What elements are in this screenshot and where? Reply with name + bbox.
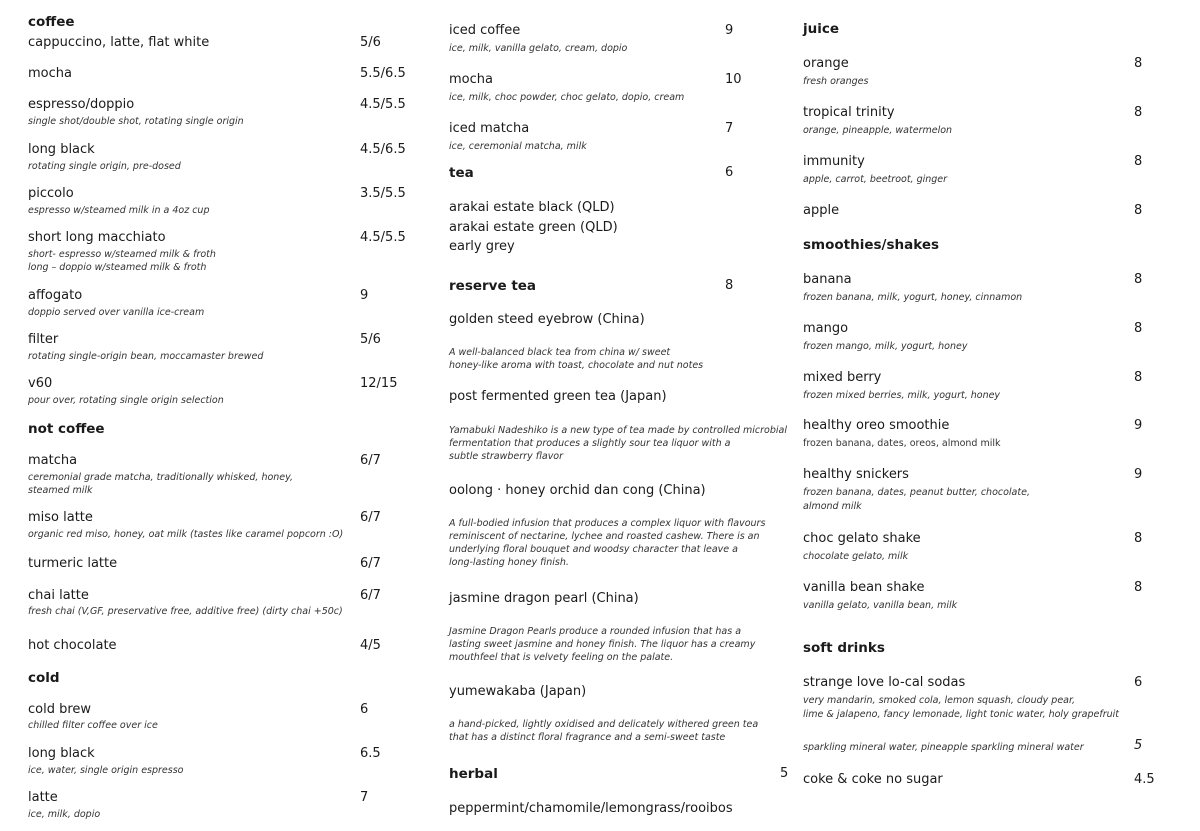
item-name: latte — [28, 790, 58, 805]
item-desc: organic red miso, honey, oat milk (tastes like caramel popcorn :O) — [28, 529, 344, 540]
item-price: 8 — [1134, 370, 1143, 385]
item-desc: rotating single-origin bean, moccamaster brewed — [28, 351, 264, 362]
item-price: 4.5 — [1134, 772, 1155, 787]
tea-item: arakai estate green (QLD) — [449, 220, 618, 235]
item-price: 8 — [1134, 531, 1143, 546]
item-desc: doppio served over vanilla ice-cream — [28, 307, 205, 318]
item-name: post fermented green tea (Japan) — [449, 389, 667, 404]
section-heading-juice: juice — [803, 21, 840, 37]
item-price: 9 — [725, 23, 734, 38]
item-price: 6 — [1134, 675, 1143, 690]
item-desc: ice, milk, vanilla gelato, cream, dopio — [449, 43, 628, 54]
item-name: jasmine dragon pearl (China) — [449, 591, 639, 606]
item-desc: ice, water, single origin espresso — [28, 765, 184, 776]
item-name: coke & coke no sugar — [803, 772, 943, 787]
section-heading-reserve-tea: reserve tea — [449, 278, 537, 294]
item-price: 4.5/6.5 — [360, 142, 406, 157]
item-price: 7 — [725, 121, 734, 136]
item-price: 8 — [1134, 56, 1143, 71]
item-price: 6/7 — [360, 453, 381, 468]
item-name: piccolo — [28, 186, 74, 201]
item-name: orange — [803, 56, 849, 71]
section-heading-soft-drinks: soft drinks — [803, 640, 885, 656]
item-price: 4/5 — [360, 638, 381, 653]
item-name: v60 — [28, 376, 53, 391]
item-price: 5 — [1134, 738, 1143, 753]
item-desc: frozen mixed berries, milk, yogurt, honey — [803, 390, 1001, 401]
item-name: iced matcha — [449, 121, 530, 136]
item-price: 8 — [1134, 105, 1143, 120]
item-desc: Jasmine Dragon Pearls produce a rounded infusion that has a lasting sweet jasmine and honey finish. The liquor has a creamy mouthfeel that is velvety feeling on the palate. — [449, 626, 756, 663]
item-price: 6/7 — [360, 556, 381, 571]
item-price: 9 — [1134, 418, 1143, 433]
item-name: apple — [803, 203, 840, 218]
item-name: long black — [28, 746, 95, 761]
item-desc: ceremonial grade matcha, traditionally whisked, honey, — [28, 472, 294, 483]
item-name: affogato — [28, 288, 83, 303]
item-desc: almond milk — [803, 501, 862, 512]
item-price: 7 — [360, 790, 369, 805]
item-desc: frozen mango, milk, yogurt, honey — [803, 341, 968, 352]
item-desc: frozen banana, dates, oreos, almond milk — [803, 438, 1001, 449]
item-desc: sparkling mineral water, pineapple sparkling mineral water — [803, 742, 1084, 753]
item-name: filter — [28, 332, 59, 347]
item-price: 5/6 — [360, 35, 381, 50]
item-name: cappuccino, latte, flat white — [28, 35, 210, 50]
item-desc: apple, carrot, beetroot, ginger — [803, 174, 948, 185]
item-desc: a hand-picked, lightly oxidised and delicately withered green tea that has a distinct floral fragrance and a semi-sweet taste — [449, 719, 759, 743]
herbal-items: peppermint/chamomile/lemongrass/rooibos — [449, 801, 733, 816]
item-price: 5.5/6.5 — [360, 66, 406, 81]
item-name: banana — [803, 272, 852, 287]
item-price: 5/6 — [360, 332, 381, 347]
item-name: immunity — [803, 154, 865, 169]
section-heading-tea: tea — [449, 165, 474, 181]
item-name: healthy snickers — [803, 467, 909, 482]
tea-item: arakai estate black (QLD) — [449, 200, 615, 215]
item-price: 6/7 — [360, 588, 381, 603]
reserve-tea-price: 8 — [725, 278, 734, 293]
item-name: cold brew — [28, 702, 92, 717]
item-desc: A full-bodied infusion that produces a complex liquor with flavours reminiscent of nectarine, lychee and roasted cashew. There is an underlying floral bouquet and woodsy character that leave a long-lasting honey finish. — [449, 518, 766, 568]
herbal-price: 5 — [780, 766, 789, 781]
section-heading-herbal: herbal — [449, 766, 498, 782]
item-desc: orange, pineapple, watermelon — [803, 125, 953, 136]
item-name: matcha — [28, 453, 78, 468]
item-price: 3.5/5.5 — [360, 186, 406, 201]
item-desc: steamed milk — [28, 485, 93, 496]
item-price: 4.5/5.5 — [360, 97, 406, 112]
item-desc: frozen banana, milk, yogurt, honey, cinnamon — [803, 292, 1023, 303]
item-name: long black — [28, 142, 95, 157]
item-desc: chilled filter coffee over ice — [28, 720, 158, 731]
item-desc: espresso w/steamed milk in a 4oz cup — [28, 205, 210, 216]
item-desc: single shot/double shot, rotating single origin — [28, 116, 244, 127]
section-heading-cold: cold — [28, 670, 60, 686]
item-price: 12/15 — [360, 376, 398, 391]
item-price: 8 — [1134, 272, 1143, 287]
item-name: golden steed eyebrow (China) — [449, 312, 645, 327]
section-heading-not-coffee: not coffee — [28, 421, 105, 437]
item-name: turmeric latte — [28, 556, 118, 571]
item-desc: frozen banana, dates, peanut butter, chocolate, — [803, 487, 1030, 498]
item-name: iced coffee — [449, 23, 521, 38]
tea-price: 6 — [725, 165, 734, 180]
item-price: 6 — [360, 702, 369, 717]
item-name: healthy oreo smoothie — [803, 418, 950, 433]
item-desc: very mandarin, smoked cola, lemon squash, cloudy pear, — [803, 695, 1076, 706]
section-heading-coffee: coffee — [28, 14, 75, 30]
item-desc: lime & jalapeno, fancy lemonade, light tonic water, holy grapefruit — [803, 709, 1119, 720]
item-desc: long – doppio w/steamed milk & froth — [28, 262, 207, 273]
item-name: yumewakaba (Japan) — [449, 684, 587, 699]
item-desc: Yamabuki Nadeshiko is a new type of tea made by controlled microbial fermentation that produces a slightly sour tea liquor with a subtle strawberry flavor — [449, 425, 788, 462]
item-price: 8 — [1134, 154, 1143, 169]
item-name: mocha — [28, 66, 72, 81]
item-desc: short- espresso w/steamed milk & froth — [28, 249, 216, 260]
item-price: 9 — [360, 288, 369, 303]
item-desc: ice, milk, dopio — [28, 809, 101, 820]
item-name: espresso/doppio — [28, 97, 135, 112]
item-name: chai latte — [28, 588, 89, 603]
item-price: 10 — [725, 72, 742, 87]
item-name: hot chocolate — [28, 638, 117, 653]
item-price: 6.5 — [360, 746, 381, 761]
item-name: miso latte — [28, 510, 93, 525]
item-price: 4.5/5.5 — [360, 230, 406, 245]
item-desc: A well-balanced black tea from china w/ sweet honey-like aroma with toast, chocolate and nut notes — [449, 347, 704, 371]
item-name: strange love lo-cal sodas — [803, 675, 966, 690]
item-name: oolong · honey orchid dan cong (China) — [449, 483, 706, 498]
item-price: 6/7 — [360, 510, 381, 525]
item-desc: pour over, rotating single origin selection — [28, 395, 224, 406]
item-name: tropical trinity — [803, 105, 895, 120]
item-name: choc gelato shake — [803, 531, 921, 546]
item-name: vanilla bean shake — [803, 580, 925, 595]
tea-item: early grey — [449, 239, 515, 254]
item-price: 9 — [1134, 467, 1143, 482]
item-name: mixed berry — [803, 370, 882, 385]
item-desc: ice, milk, choc powder, choc gelato, dopio, cream — [449, 92, 685, 103]
item-price: 8 — [1134, 580, 1143, 595]
item-desc: rotating single origin, pre-dosed — [28, 161, 181, 172]
item-desc: fresh chai (V,GF, preservative free, additive free) (dirty chai +50c) — [28, 606, 343, 617]
item-name: mocha — [449, 72, 493, 87]
item-desc: fresh oranges — [803, 76, 869, 87]
item-desc: ice, ceremonial matcha, milk — [449, 141, 587, 152]
item-desc: chocolate gelato, milk — [803, 551, 909, 562]
item-desc: vanilla gelato, vanilla bean, milk — [803, 600, 958, 611]
item-price: 8 — [1134, 203, 1143, 218]
item-name: short long macchiato — [28, 230, 166, 245]
item-price: 8 — [1134, 321, 1143, 336]
item-name: mango — [803, 321, 849, 336]
section-heading-smoothies: smoothies/shakes — [803, 237, 940, 253]
